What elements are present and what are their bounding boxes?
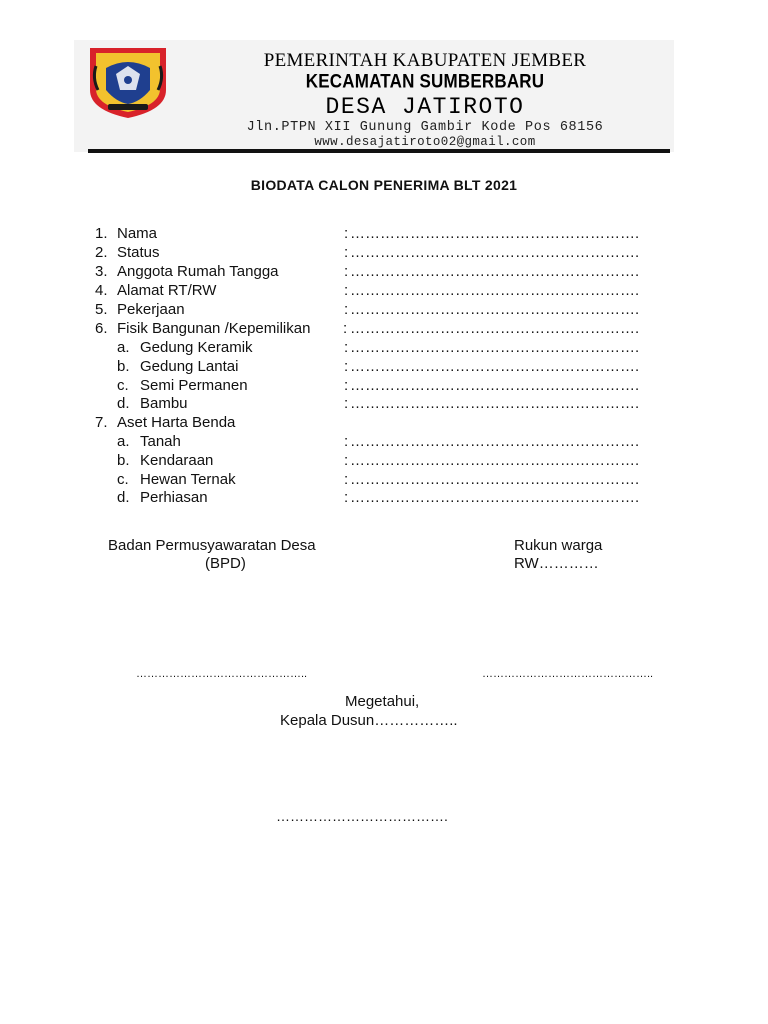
letterhead-address: Jln.PTPN XII Gunung Gambir Kode Pos 68156 xyxy=(246,120,604,135)
field-fill-line[interactable]: …………………………………………………. xyxy=(350,301,640,318)
field-number: 6. xyxy=(95,320,108,337)
field-fill-line[interactable]: …………………………………………………. xyxy=(350,395,640,412)
letterhead-divider xyxy=(88,149,670,153)
bpd-title: Badan Permusyawaratan Desa xyxy=(108,537,316,554)
field-label: Anggota Rumah Tangga xyxy=(117,263,279,280)
field-fill-line[interactable]: …………………………………………………. xyxy=(350,225,640,242)
field-number: 1. xyxy=(95,225,108,242)
field-colon: : xyxy=(344,263,349,280)
field-fisik-bangunan xyxy=(0,319,768,338)
letterhead-government: PEMERINTAH KABUPATEN JEMBER xyxy=(263,50,587,71)
rw-title: Rukun warga xyxy=(514,537,603,554)
field-gedung-lantai xyxy=(0,357,768,376)
field-tanah xyxy=(0,432,768,451)
field-fill-line[interactable]: …………………………………………………. xyxy=(350,263,640,280)
field-label: Alamat RT/RW xyxy=(117,282,217,299)
field-status xyxy=(0,243,768,262)
field-perhiasan xyxy=(0,488,768,507)
field-number: 4. xyxy=(95,282,108,299)
field-number: 2. xyxy=(95,244,108,261)
field-gedung-keramik xyxy=(0,338,768,357)
field-colon: : xyxy=(344,489,349,506)
field-letter: b. xyxy=(117,452,130,469)
field-letter: b. xyxy=(117,358,130,375)
field-colon: : xyxy=(344,282,349,299)
field-label: Aset Harta Benda xyxy=(117,414,236,431)
field-colon: : xyxy=(344,225,349,242)
field-label: Bambu xyxy=(140,395,188,412)
acknowledgement-label: Megetahui, xyxy=(345,693,420,710)
field-colon: : xyxy=(344,358,349,375)
field-label: Perhiasan xyxy=(140,489,208,506)
field-number: 5. xyxy=(95,301,108,318)
field-label: Hewan Ternak xyxy=(140,471,236,488)
field-colon: : xyxy=(344,244,349,261)
field-alamat-rt-rw xyxy=(0,281,768,300)
field-label: Fisik Bangunan /Kepemilikan xyxy=(117,320,311,337)
field-letter: c. xyxy=(117,377,129,394)
field-label: Nama xyxy=(117,225,158,242)
field-letter: c. xyxy=(117,471,129,488)
field-colon: : xyxy=(343,320,348,337)
rw-number-field[interactable]: RW………… xyxy=(514,555,599,572)
field-fill-line[interactable]: …………………………………………………. xyxy=(350,489,640,506)
bpd-signature-line[interactable]: ……………………………………….. xyxy=(136,668,308,680)
kepala-dusun-signature-line[interactable]: ………………………………. xyxy=(276,808,448,824)
field-anggota-rumah-tangga xyxy=(0,262,768,281)
field-label: Pekerjaan xyxy=(117,301,185,318)
letterhead-district: KECAMATAN SUMBERBARU xyxy=(305,70,545,93)
field-number: 7. xyxy=(95,414,108,431)
field-colon: : xyxy=(344,471,349,488)
field-colon: : xyxy=(344,395,349,412)
field-colon: : xyxy=(344,377,349,394)
field-fill-line[interactable]: …………………………………………………. xyxy=(350,339,640,356)
field-fill-line[interactable]: …………………………………………………. xyxy=(350,471,640,488)
field-pekerjaan xyxy=(0,300,768,319)
field-fill-line[interactable]: …………………………………………………. xyxy=(350,452,640,469)
field-semi-permanen xyxy=(0,376,768,395)
field-colon: : xyxy=(344,433,349,450)
jember-crest-icon xyxy=(86,44,170,120)
field-bambu xyxy=(0,394,768,413)
bpd-abbreviation: (BPD) xyxy=(205,555,246,572)
field-fill-line[interactable]: …………………………………………………. xyxy=(350,282,640,299)
letterhead-email: www.desajatiroto02@gmail.com xyxy=(314,135,536,149)
field-colon: : xyxy=(344,301,349,318)
field-label: Gedung Keramik xyxy=(140,339,253,356)
field-letter: d. xyxy=(117,395,130,412)
field-aset-harta-benda xyxy=(0,413,768,432)
field-hewan-ternak xyxy=(0,470,768,489)
field-fill-line[interactable]: …………………………………………………. xyxy=(350,377,640,394)
field-label: Kendaraan xyxy=(140,452,214,469)
kepala-dusun-label[interactable]: Kepala Dusun…………….. xyxy=(280,712,458,729)
field-letter: a. xyxy=(117,433,130,450)
field-colon: : xyxy=(344,339,349,356)
field-nama xyxy=(0,224,768,243)
document-title: BIODATA CALON PENERIMA BLT 2021 xyxy=(250,177,518,193)
field-number: 3. xyxy=(95,263,108,280)
field-colon: : xyxy=(344,452,349,469)
letterhead xyxy=(0,0,768,160)
field-letter: a. xyxy=(117,339,130,356)
field-fill-line[interactable]: …………………………………………………. xyxy=(350,244,640,261)
field-label: Semi Permanen xyxy=(140,377,248,394)
field-fill-line[interactable]: …………………………………………………. xyxy=(350,358,640,375)
field-letter: d. xyxy=(117,489,130,506)
field-label: Tanah xyxy=(140,433,181,450)
letterhead-village: DESA JATIROTO xyxy=(325,94,525,120)
field-fill-line[interactable]: …………………………………………………. xyxy=(350,320,640,337)
field-label: Status xyxy=(117,244,160,261)
field-kendaraan xyxy=(0,451,768,470)
field-label: Gedung Lantai xyxy=(140,358,239,375)
rw-signature-line[interactable]: ……………………………………….. xyxy=(482,668,654,680)
field-fill-line[interactable]: …………………………………………………. xyxy=(350,433,640,450)
